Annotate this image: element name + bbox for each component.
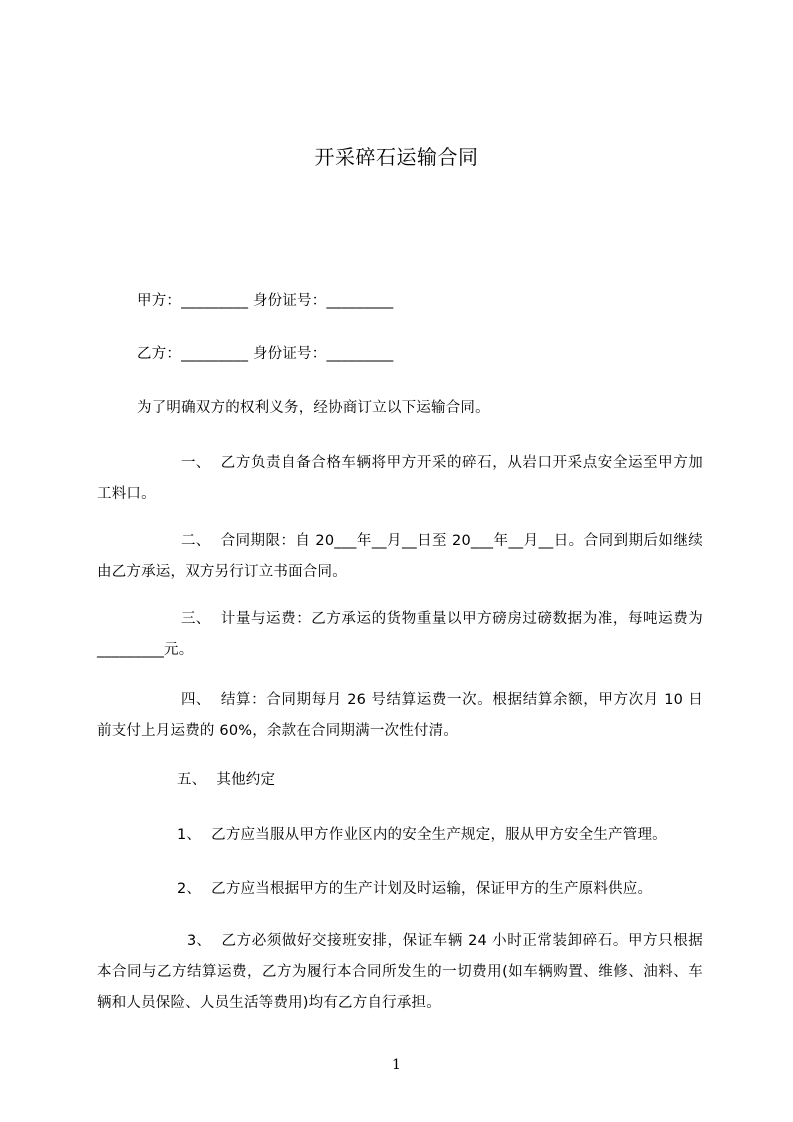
sub-clause-text: 乙方必须做好交接班安排，保证车辆 24 小时正常装卸碎石。甲方只根据本合同与乙方结算运费，乙方为履行本合同所发生的一切费用(如车辆购置、维修、油料、车辆和人员保险、人员生活等费用)均有乙方自行承担。 [97, 933, 703, 1011]
clause-number: 四、 [181, 692, 211, 708]
page-number: 1 [392, 1057, 401, 1073]
clause-2 [97, 526, 703, 588]
clause-3 [97, 604, 703, 666]
sub-clause-2 [97, 874, 703, 905]
clause-5 [97, 765, 703, 796]
clause-1 [97, 448, 703, 510]
party-a-line: 甲方：_________ 身份证号：_________ [137, 293, 394, 309]
clause-number: 一、 [181, 455, 211, 471]
clause-number: 五、 [177, 772, 207, 788]
clause-number: 二、 [181, 533, 211, 549]
sub-clause-text: 乙方应当根据甲方的生产计划及时运输，保证甲方的生产原料供应。 [211, 881, 653, 897]
party-b-line: 乙方：_________ 身份证号：_________ [137, 346, 394, 362]
sub-clause-number: 3、 [187, 933, 212, 949]
clause-text: 乙方负责自备合格车辆将甲方开采的碎石，从岩口开采点安全运至甲方加工料口。 [97, 455, 703, 502]
contract-title: 开采碎石运输合同 [314, 145, 479, 169]
sub-clause-number: 2、 [177, 881, 202, 897]
sub-clause-text: 乙方应当服从甲方作业区内的安全生产规定，服从甲方安全生产管理。 [211, 827, 667, 843]
clause-text: 其他约定 [216, 772, 276, 788]
sub-clause-number: 1、 [177, 827, 202, 843]
clause-text: 计量与运费：乙方承运的货物重量以甲方磅房过磅数据为准，每吨运费为_________元。 [97, 611, 703, 658]
sub-clause-1 [97, 820, 703, 851]
intro-paragraph: 为了明确双方的权利义务，经协商订立以下运输合同。 [137, 400, 490, 416]
clause-4 [97, 685, 703, 747]
clause-text: 结算：合同期每月 26 号结算运费一次。根据结算余额，甲方次月 10 日前支付上月运费的 60%，余款在合同期满一次性付清。 [97, 692, 703, 739]
sub-clause-3 [97, 926, 703, 1019]
clause-text: 合同期限：自 20___年__月__日至 20___年__月__日。合同到期后如继续由乙方承运，双方另行订立书面合同。 [97, 533, 703, 580]
clause-number: 三、 [181, 611, 211, 627]
